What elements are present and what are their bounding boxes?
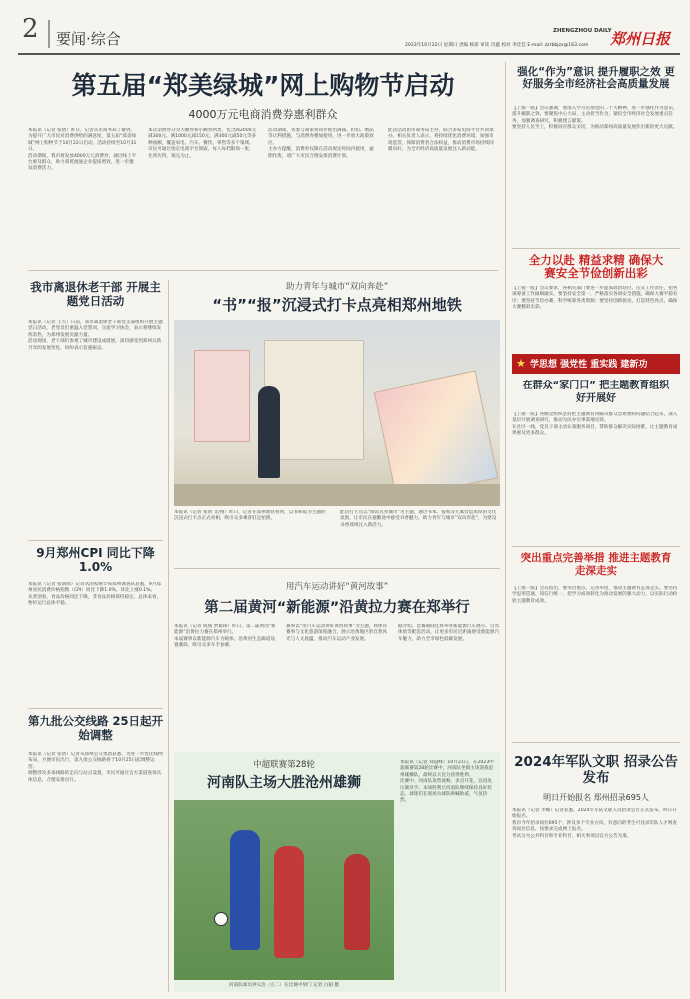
book-photo-book-open (374, 370, 499, 499)
rally-col-3: 据介绍，比赛期间还将举办新能源汽车展示、自驾体验等配套活动，让更多市民近距离感受新能源汽车魅力，助力全市绿色低碳发展。 (398, 624, 500, 642)
date-line: 2023年10月22日 星期日 责编 杨霏 审读 肖鑫 校对 李佳佳 E-mail: zzrbbjzx@163.com (405, 43, 589, 48)
right-mid-body: 【上接一版】会议要求，各相关部门要进一步提高政治站位，压实工作责任，把各项筹备工作做细做实。要坚持安全第一，严格落实各项安全措施，确保大赛平稳有序；要坚持节俭办赛，科学统筹各类资源；要坚持创新驱动，打造特色亮点，确保大赛精彩出彩。 (512, 286, 678, 311)
left-1-rule (28, 540, 163, 541)
book-photo-card-left (194, 350, 250, 442)
lead-col-3: 活动期间，各参与商家将同步推出满减、折扣、赠品等让利措施，与消费券叠加使用，进一步放大政策效应。 主办方提醒，消费券仅限在活动规定时间内使用，逾期作废，请广大市民合理安排消费计划。 (268, 128, 374, 159)
book-rule (174, 568, 500, 569)
right-column-rule (505, 62, 506, 992)
header-rule (18, 53, 680, 55)
banner-star-icon: ★ (516, 357, 526, 370)
page-number-divider (48, 20, 50, 48)
book-photo-floor (174, 484, 500, 506)
book-caption: 本报讯（记者 张倩 文/图）昨日，记者在郑州地铁看到，以书和报为主题的沉浸式打卡点正式亮相，吸引众多乘客驻足拍照。 (174, 510, 326, 522)
right-top-body: 【上接一版】会议强调，要深入学习贯彻党的二十大精神，进一步强化作为意识，提升履职之效。要聚焦中心大局，主动担当作为，紧扣全市经济社会发展重点任务，加强调查研究，积极建言献策。 要坚持人民至上，积极回应群众关切，为推动郑州高质量发展作出新的更大贡献。 (512, 106, 678, 131)
car-rally-article (174, 574, 500, 749)
football-photo (174, 800, 394, 980)
football-title: 河南队主场大胜沧州雄狮 (207, 775, 361, 791)
masthead-logo: 郑州日报 (610, 30, 671, 48)
lead-col-1: 本报讯（记者 张倩）昨日，记者从市商务局了解到，为提升广大市民对消费供给的满意度，第五届“郑美绿城”网上购物节于10月22日启动，活动持续至10月31日。 活动期间，我市将发放4000万元消费券，通过线上平台惠及群众，助力商贸流通企业提质增效，进一步激发消费活力。 (28, 128, 137, 172)
recruit-title: 2024年军队文职 招录公告发布 (514, 754, 678, 786)
lead-col-2: 本次消费券分为大额券和小额券两类，包含满2000元减300元、满1000元减150元、满300元减50元等多种面额，覆盖家电、汽车、餐饮、零售等多个领域。 市民可通过指定电商平台领取，每人每档限领一张，先到先得，领完为止。 (148, 128, 257, 159)
right-top-rule (512, 248, 680, 249)
right-mid-article (512, 254, 680, 354)
bus-article (28, 714, 163, 992)
football-player-blue (230, 830, 260, 950)
recruit-body: 本报讯（记者 李娜）记者获悉，2024年军队文职人员招录公告正式发布，明日开始报名。 我市今年招录岗位695个，涉及多个专业方向。有意向的考生可登录军队人才网查询岗位信息，按要求完成网上报名。 考试分为公共科目和专业科目，相关事项以官方公告为准。 (512, 808, 677, 839)
bus-title: 第九批公交线路 25日起开始调整 (28, 714, 163, 742)
right-top-article (512, 66, 680, 246)
football-player-red (274, 846, 304, 958)
right-top-title: 强化“作为”意识 提升履职之效 更好服务全市经济社会高质量发展 (517, 66, 675, 90)
football-body: 本报讯（记者 刘超峰）10月21日，在2023中超联赛第28轮比赛中，河南队坐镇主场迎战沧州雄狮队，最终以大比分获得胜利。 比赛中，河南队攻势流畅，多点开花，以进攻压制对手。本场胜利让河南队继续保持良好状态，球迷们在现场为球队呐喊助威，气氛热烈。 (400, 760, 494, 804)
football-caption: 河南队球员钟义浩（左二）在比赛中射门 记者 白韬 摄 (228, 983, 340, 988)
theme-banner (512, 354, 680, 374)
lead-title: 第五届“郑美绿城”网上购物节启动 (71, 71, 455, 100)
section-title: 要闻·综合 (56, 30, 121, 48)
football-player-red-2 (344, 854, 370, 950)
cpi-rule (28, 708, 163, 709)
left-article-1-body: 本报讯（记者 王雪）日前，我市离退休老干部党支部组织开展主题党日活动，老党员们重温入党誓词，交流学习体会，表示将继续发挥余热，为郑州发展贡献力量。 活动现场，老干部们参观了城市建设成就展，深切感受到郑州日新月异的发展变化，纷纷表示倍感振奋。 (28, 320, 163, 351)
right-low-article (512, 552, 680, 738)
lead-subtitle: 4000万元电商消费券惠利群众 (188, 108, 338, 121)
book-title: “书”“报”沉浸式打卡点亮相郑州地铁 (212, 296, 462, 314)
paper-en: ZHENGZHOU DAILY (553, 28, 612, 34)
left-article-1-title: 我市离退休老干部 开展主题党日活动 (30, 280, 161, 308)
theme-article-rule (512, 546, 680, 547)
football-feature (174, 752, 500, 992)
theme-article-body: 【上接一版】各级党组织坚持把主题教育同解决群众急难愁盼问题结合起来，深入基层开展调查研究，推动为民办实事落地见效。 在社区一线，党员干部主动认领服务项目，帮助群众解决实际困难，让主题教育成果惠及更多群众。 (512, 412, 678, 437)
book-feature (174, 280, 500, 564)
theme-article (512, 380, 680, 540)
book-photo-person (258, 386, 280, 478)
bus-body: 本报讯（记者 张倩）记者从郑州公交集团获悉，为进一步优化线网布局，方便市民出行，第九批公交线路将于10月25日起调整运营。 调整涉及多条线路的走向与站点设置，市民可通过官方渠道查询具体信息，合理安排出行。 (28, 752, 163, 783)
left-column-rule (168, 280, 169, 992)
lead-bottom-rule (28, 270, 498, 271)
lead-col-4: 此次活动由市商务局主办，联合多家电商平台共同承办。相关负责人表示，将持续优化消费环境，加强市场监管，保障消费者合法权益，推动消费市场持续回暖向好，为全市经济高质量发展注入新动能。 (388, 128, 494, 153)
banner-title: 学思想 强党性 重实践 建新功 (530, 360, 648, 370)
cpi-article (28, 546, 163, 706)
rally-kicker: 用汽车运动讲好“黄河故事” (285, 582, 389, 592)
rally-title: 第二届黄河“新能源”沿黄拉力赛在郑举行 (204, 600, 470, 616)
cpi-body: 本报讯（记者 张萌萌）记者从国家统计局郑州调查队获悉，9月郑州居民消费价格指数（CPI）同比下降1.0%，环比上涨0.1%。 从类别看，食品价格同比下降，非食品价格保持稳定。总体来看，物价运行总体平稳。 (28, 582, 162, 607)
recruit-subtitle: 明日开始报名 郑州招录695人 (543, 793, 649, 802)
rally-col-1: 本报讯（记者 成燕 贾韫锋）昨日，第二届黄河“新能源”沿黄拉力赛在郑州举行。 本届赛事以新能源汽车为载体，沿黄河生态廊道设置赛段，吸引众多车手参赛。 (174, 624, 276, 649)
lead-body (28, 128, 498, 268)
book-photo (174, 320, 500, 506)
recruit-article (512, 750, 680, 990)
football-ball (214, 912, 228, 926)
page-header (0, 0, 690, 58)
left-article-retirees (28, 280, 163, 530)
book-kicker: 助力青年与城市“双向奔赴” (285, 282, 389, 292)
page-number: 2 (22, 14, 39, 44)
right-mid-title: 全力以赴 精益求精 确保大赛安全节俭创新出彩 (528, 254, 664, 280)
right-low-rule (512, 742, 680, 743)
right-low-title: 突出重点完善举措 推进主题教育走深走实 (520, 552, 672, 577)
rally-col-2: 赛事以“用汽车运动讲好黄河故事”为主题，将体育赛事与文化旅游深度融合，展示沿黄地区的自然风光与人文底蕴，推动汽车运动产业发展。 (286, 624, 388, 642)
book-body: 此次打卡点以“阅读点亮城市”为主题，通过书本、报纸等元素营造浓厚的文化氛围，让市民在通勤途中感受书香魅力，助力青年与城市“双向奔赴”，为建设书香郑州注入新活力。 (340, 510, 497, 528)
right-low-body: 【上接一版】会议指出，要突出重点、完善举措，推动主题教育走深走实。要坚持学思用贯通、知信行统一，把学习成效转化为推动发展的强大动力，以实际行动检验主题教育成效。 (512, 586, 678, 604)
theme-article-title: 在群众“家门口” 把主题教育组织好开展好 (522, 380, 670, 404)
football-kicker: 中超联赛第28轮 (253, 760, 315, 770)
cpi-title: 9月郑州CPI 同比下降1.0% (36, 546, 155, 574)
